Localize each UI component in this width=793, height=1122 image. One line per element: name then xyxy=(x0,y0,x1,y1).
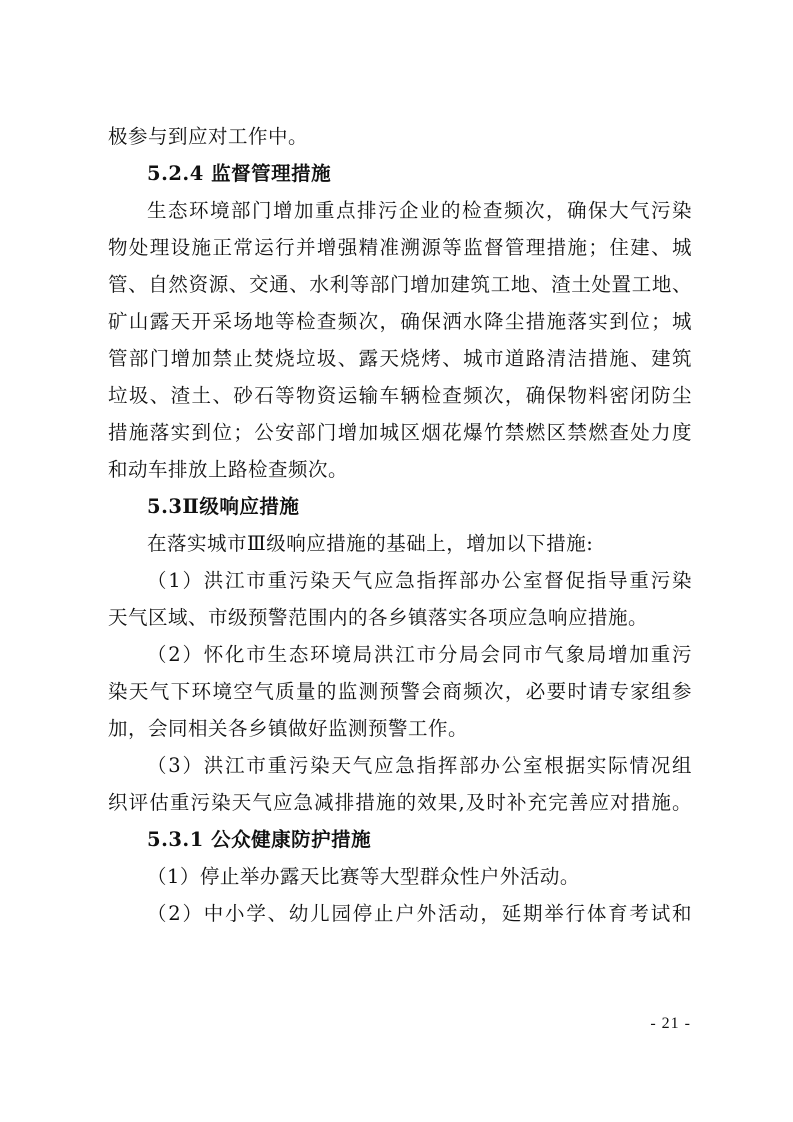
section-heading-5-3: 5.3Ⅱ级响应措施 xyxy=(147,495,300,518)
text-line: 加，会同相关各乡镇做好监测预警工作。 xyxy=(108,717,469,740)
text-line: （1）洪江市重污染天气应急指挥部办公室督促指导重污染 xyxy=(147,569,692,592)
text-line: （2）中小学、幼儿园停止户外活动，延期举行体育考试和 xyxy=(147,902,692,925)
section-heading-5-3-1: 5.3.1 公众健康防护措施 xyxy=(147,828,372,851)
text-line: （2）怀化市生态环境局洪江市分局会同市气象局增加重污 xyxy=(147,643,692,666)
text-line: 天气区域、市级预警范围内的各乡镇落实各项应急响应措施。 xyxy=(108,606,649,629)
text-line: 垃圾、渣土、砂石等物资运输车辆检查频次，确保物料密闭防尘 xyxy=(108,384,692,407)
document-body xyxy=(108,118,692,932)
text-line: 物处理设施正常运行并增强精准溯源等监督管理措施；住建、城 xyxy=(108,236,692,259)
text-line: 生态环境部门增加重点排污企业的检查频次，确保大气污染 xyxy=(147,199,692,222)
text-line: （3）洪江市重污染天气应急指挥部办公室根据实际情况组 xyxy=(147,754,692,777)
text-line: 极参与到应对工作中。 xyxy=(108,125,309,148)
text-line: 织评估重污染天气应急减排措施的效果,及时补充完善应对措施。 xyxy=(108,791,692,814)
text-line: （1）停止举办露天比赛等大型群众性户外活动。 xyxy=(147,865,580,888)
text-line: 和动车排放上路检查频次。 xyxy=(108,458,349,481)
page-number: - 21 - xyxy=(650,1015,691,1032)
text-line: 管、自然资源、交通、水利等部门增加建筑工地、渣土处置工地、 xyxy=(108,273,692,296)
text-line: 在落实城市Ⅲ级响应措施的基础上，增加以下措施: xyxy=(147,532,594,555)
text-line: 染天气下环境空气质量的监测预警会商频次，必要时请专家组参 xyxy=(108,680,692,703)
text-line: 管部门增加禁止焚烧垃圾、露天烧烤、城市道路清洁措施、建筑 xyxy=(108,347,692,370)
text-line: 矿山露天开采场地等检查频次，确保洒水降尘措施落实到位；城 xyxy=(108,310,692,333)
text-line: 措施落实到位；公安部门增加城区烟花爆竹禁燃区禁燃查处力度 xyxy=(108,421,692,444)
section-heading-5-2-4: 5.2.4 监督管理措施 xyxy=(147,162,332,185)
